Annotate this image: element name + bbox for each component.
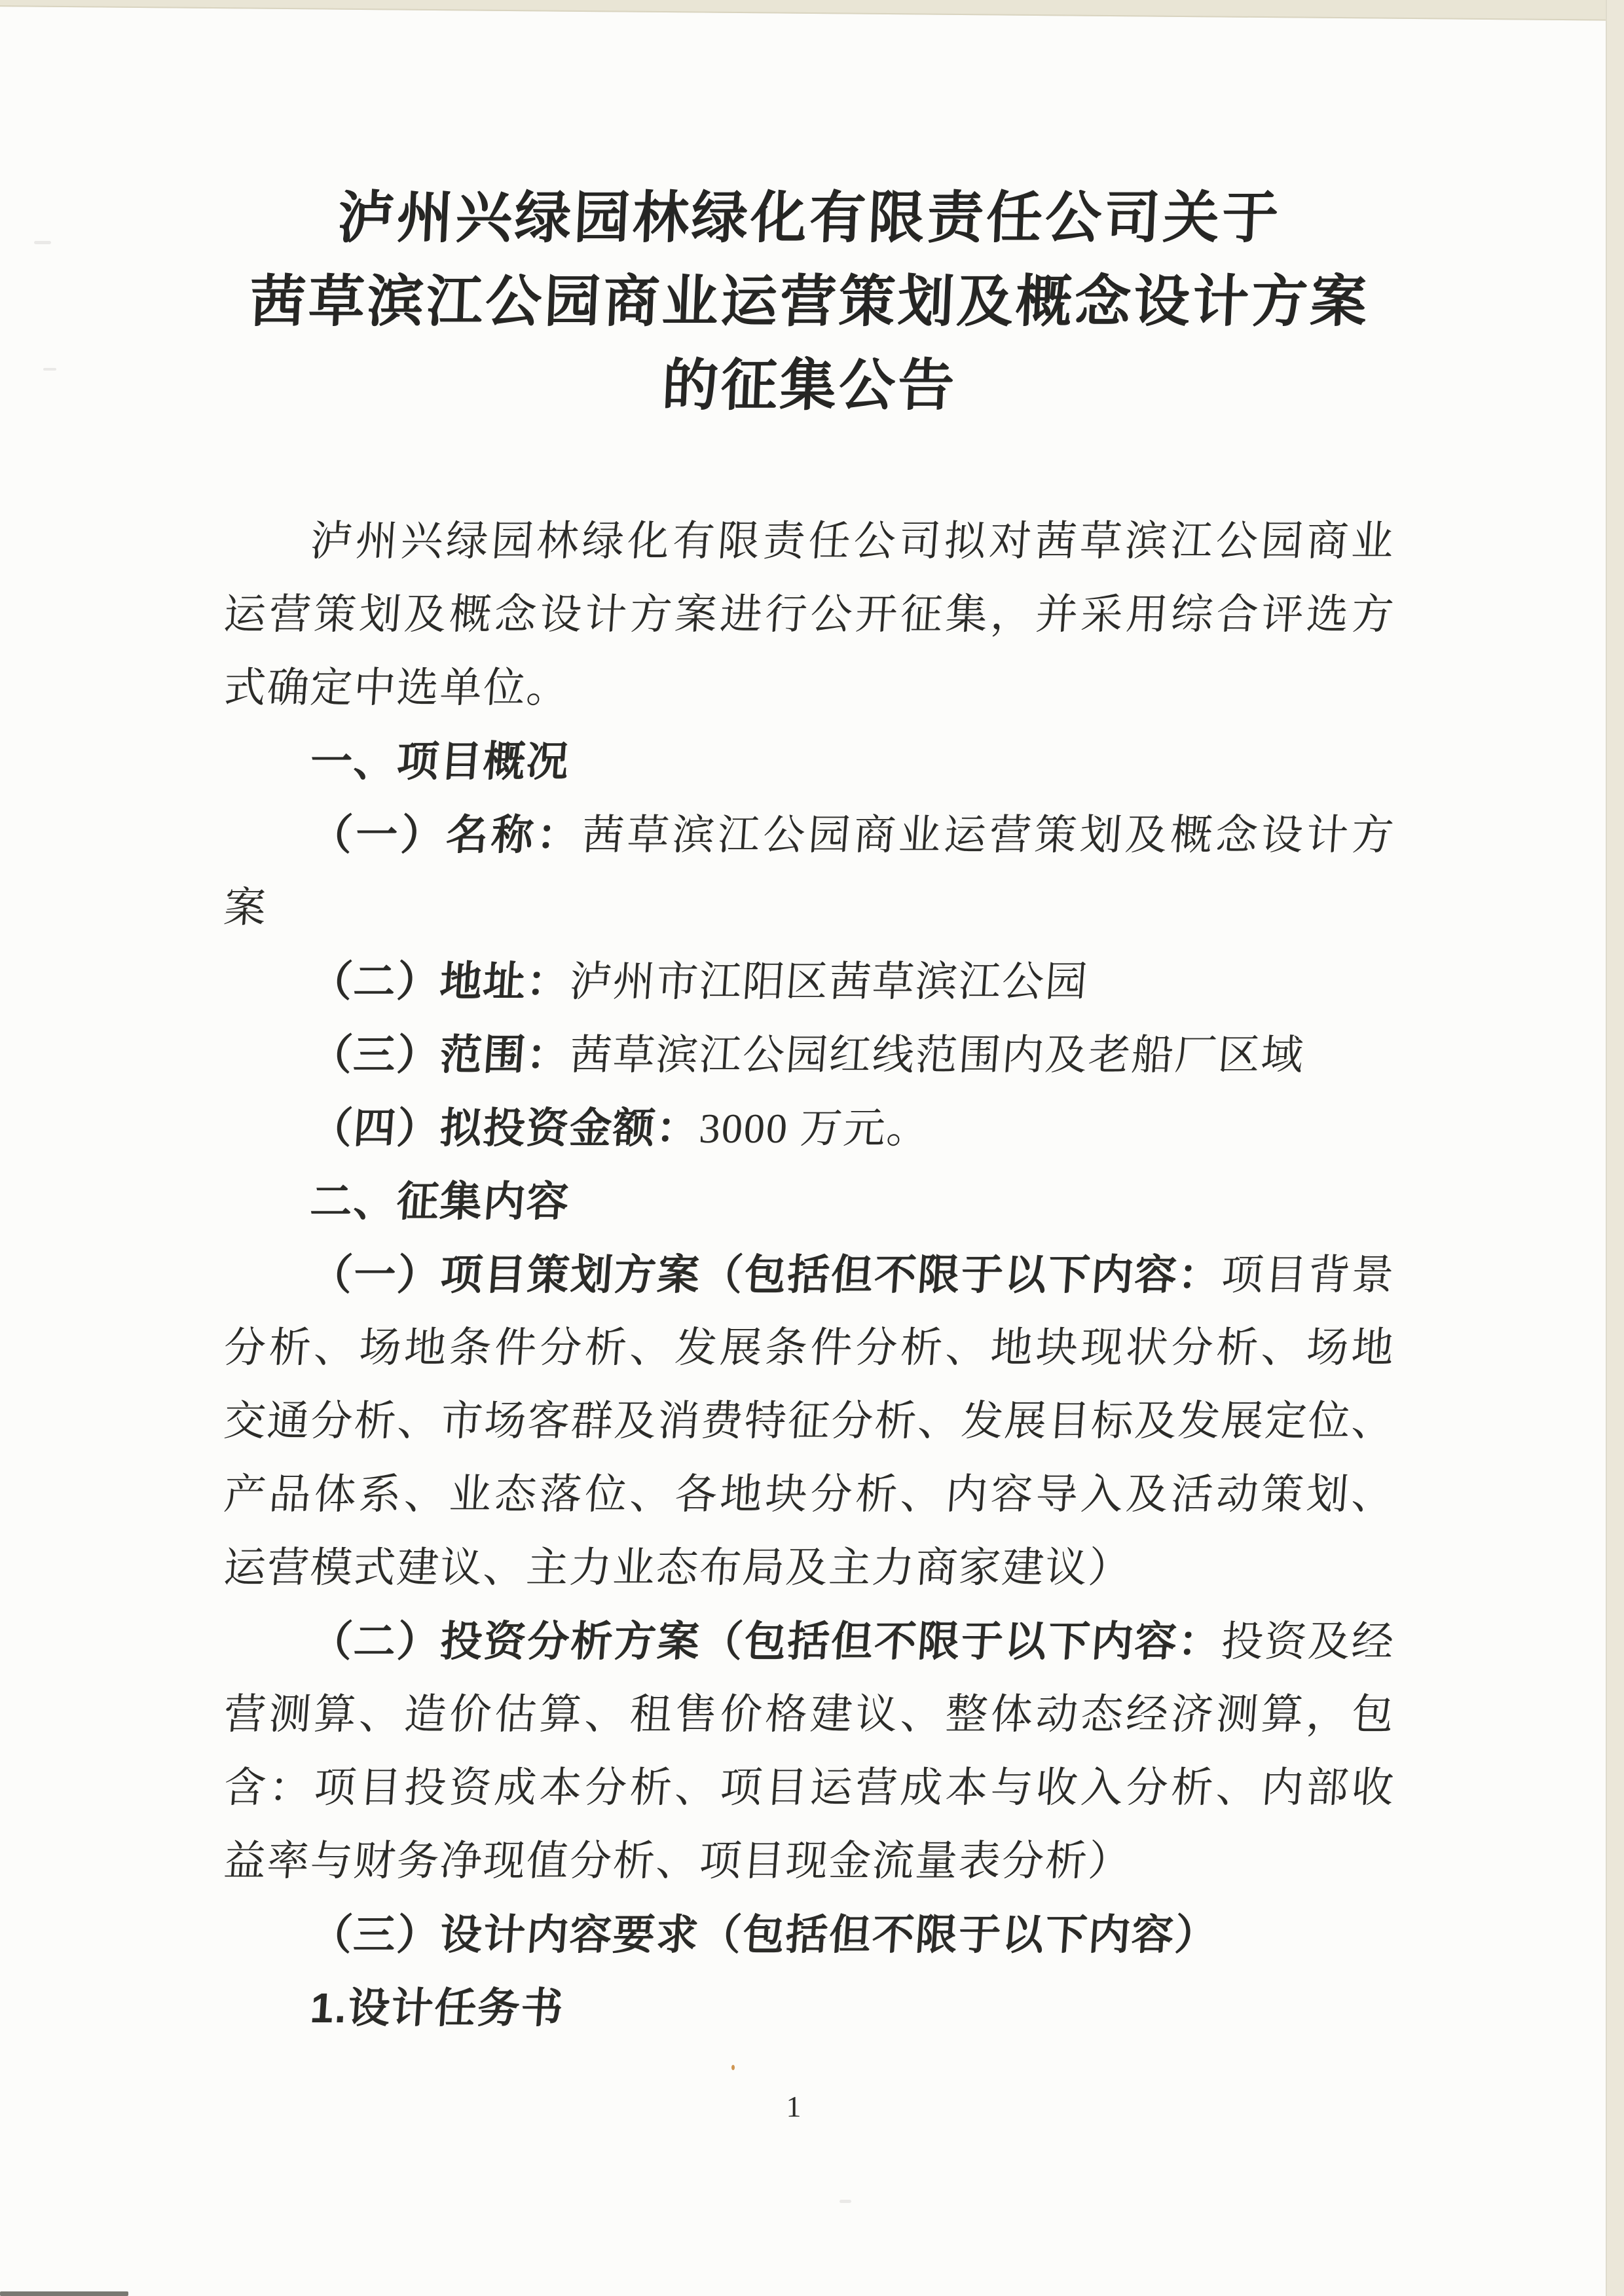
text-segment: 分析、场地条件分析、发展条件分析、地块现状分析、场地 <box>222 1324 1397 1371</box>
title-line: 茜草滨江公园商业运营策划及概念设计方案 <box>248 270 1371 333</box>
scan-smudge-artifact <box>840 2200 851 2203</box>
scan-smudge-artifact <box>34 241 51 244</box>
body-line <box>221 1091 1397 1165</box>
bold-text-segment: 二、征集内容 <box>308 1178 572 1225</box>
document-body <box>224 505 1395 2045</box>
bold-text-segment: （三）设计内容要求（包括但不限于以下内容） <box>308 1911 1220 1958</box>
body-line <box>221 725 1397 798</box>
bold-text-segment: （一）项目策划方案（包括但不限于以下内容： <box>308 1251 1223 1298</box>
text-segment: 投资及经 <box>1219 1618 1397 1665</box>
text-segment: 运营策划及概念设计方案进行公开征集，并采用综合评选方 <box>222 591 1397 638</box>
text-segment: 3000 万元。 <box>697 1105 932 1152</box>
text-segment: 营测算、造价估算、租售价格建议、整体动态经济测算，包 <box>222 1691 1397 1738</box>
scan-smudge-bottom-left-artifact <box>0 2291 128 2296</box>
body-line <box>221 1898 1397 1971</box>
text-segment: 案 <box>222 884 269 931</box>
text-segment: 项目背景 <box>1219 1252 1397 1298</box>
body-line <box>221 798 1397 871</box>
text-segment: 运营模式建议、主力业态布局及主力商家建议） <box>222 1544 1134 1591</box>
text-segment: 交通分析、市场客群及消费特征分析、发展目标及发展定位、 <box>222 1398 1397 1444</box>
text-segment: 式确定中选单位。 <box>222 665 572 711</box>
body-line <box>221 1751 1397 1825</box>
body-line <box>221 651 1397 725</box>
body-line <box>221 871 1397 945</box>
text-segment: 产品体系、业态落位、各地块分析、内容导入及活动策划、 <box>222 1471 1397 1518</box>
body-line <box>221 1165 1397 1238</box>
document-title <box>224 176 1395 428</box>
scan-edge-top-artifact <box>0 0 1624 21</box>
title-line: 泸州兴绿园林绿化有限责任公司关于 <box>336 187 1283 249</box>
body-line <box>221 1605 1397 1678</box>
text-segment: 益率与财务净现值分析、项目现金流量表分析） <box>222 1838 1134 1884</box>
scan-speck-artifact <box>731 2065 735 2070</box>
body-line <box>221 578 1397 651</box>
body-line <box>221 1311 1397 1385</box>
text-segment: 含：项目投资成本分析、项目运营成本与收入分析、内部收 <box>222 1764 1397 1811</box>
bold-text-segment: （二）投资分析方案（包括但不限于以下内容： <box>308 1618 1223 1665</box>
body-line <box>221 1238 1397 1311</box>
text-segment: 茜草滨江公园商业运营策划及概念设计方 <box>580 812 1397 858</box>
bold-text-segment: （二）地址： <box>308 958 572 1005</box>
body-line <box>221 505 1397 578</box>
body-line <box>221 945 1397 1018</box>
body-line <box>221 1018 1397 1091</box>
page-number: 1 <box>786 2090 802 2123</box>
body-line <box>221 1971 1397 2045</box>
bold-text-segment: （三）范围： <box>308 1031 572 1078</box>
text-segment: 泸州市江阳区茜草滨江公园 <box>568 958 1090 1005</box>
bold-text-segment: 1.设计任务书 <box>308 1984 566 2032</box>
scan-smudge-artifact <box>43 368 56 371</box>
bold-text-segment: （四）拟投资金额： <box>308 1104 701 1152</box>
text-segment: 泸州兴绿园林绿化有限责任公司拟对茜草滨江公园商业 <box>308 518 1397 564</box>
scan-edge-right-artifact <box>1606 0 1624 2296</box>
bold-text-segment: （一）名称： <box>308 811 584 858</box>
body-line <box>221 1825 1397 1898</box>
body-line <box>221 1531 1397 1605</box>
body-line <box>221 1678 1397 1751</box>
title-line: 的征集公告 <box>660 354 959 417</box>
body-line <box>221 1385 1397 1458</box>
text-segment: 茜草滨江公园红线范围内及老船厂区域 <box>568 1032 1306 1078</box>
body-line <box>221 1458 1397 1531</box>
bold-text-segment: 一、项目概况 <box>308 738 572 785</box>
